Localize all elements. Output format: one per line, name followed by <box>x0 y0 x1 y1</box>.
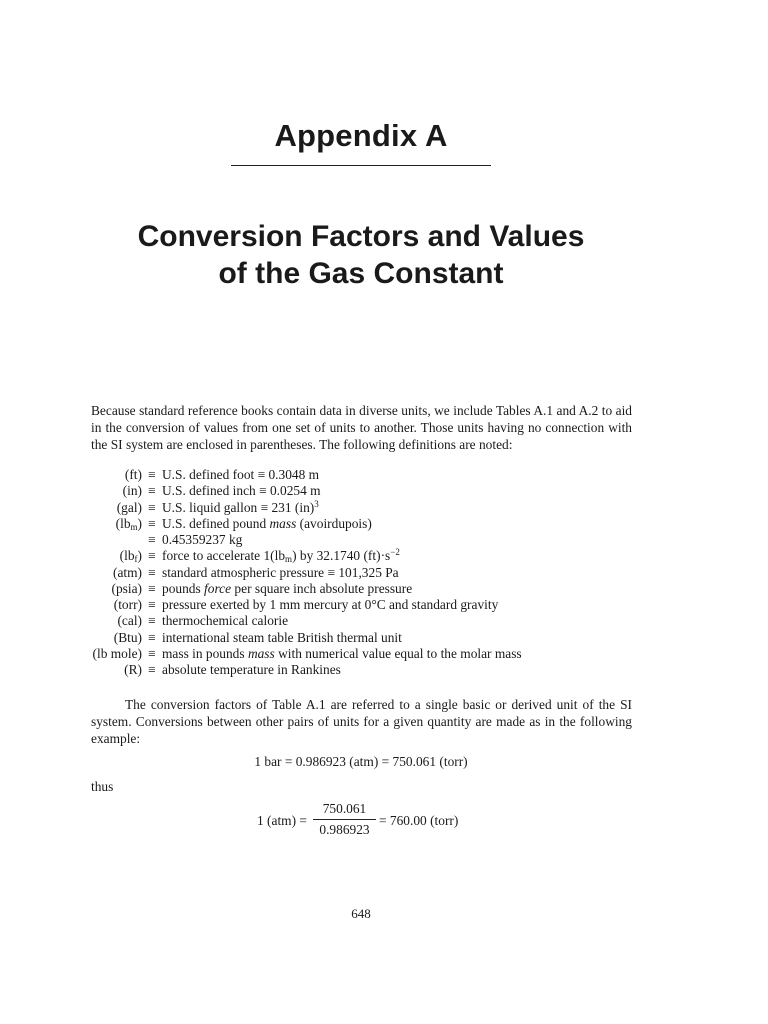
unit-symbol: (ft) <box>124 467 142 482</box>
exponent: −2 <box>390 547 400 558</box>
definition-text: per square inch absolute pressure <box>231 580 413 596</box>
example-equation: 1 bar = 0.986923 (atm) = 750.061 (torr) <box>254 754 468 769</box>
definition-row-lbm-continued <box>0 532 700 548</box>
unit-symbol <box>120 548 142 564</box>
unit-definitions-list <box>0 467 700 678</box>
definition-text: U.S. defined pound <box>162 515 270 531</box>
definition-row-btu <box>0 630 700 646</box>
equation-rhs: = 760.00 (torr) <box>379 813 459 828</box>
unit-definition: U.S. defined inch ≡ 0.0254 m <box>162 483 321 499</box>
equiv-sign: ≡ <box>148 515 156 531</box>
unit-definition: standard atmospheric pressure ≡ 101,325 Pa <box>162 564 399 580</box>
unit-text: ) <box>137 548 142 564</box>
definition-row-psia <box>0 581 700 597</box>
unit-text: (lb <box>115 515 131 531</box>
definition-row-lbf <box>0 548 700 564</box>
equiv-sign: ≡ <box>148 613 156 629</box>
chapter-title <box>0 218 722 292</box>
definition-row-torr <box>0 597 700 613</box>
unit-symbol: (R) <box>124 662 142 677</box>
intro-paragraph: Because standard reference books contain data in diverse units, we include Tables A.1 and A.2 to aid in the conversion of values from one set of units to another. Those units having no connection with the SI system are enclosed in parentheses. The following definitions are noted: <box>91 403 632 452</box>
unit-definition <box>162 548 400 564</box>
subscript: m <box>285 554 293 565</box>
definition-text: U.S. liquid gallon ≡ 231 (in) <box>162 499 315 515</box>
conversion-paragraph: The conversion factors of Table A.1 are referred to a single basic or derived unit of the SI system. Conversions between other pairs of units for a given quantity are made as in the following example: <box>91 697 632 746</box>
chapter-title-line-1: Conversion Factors and Values <box>137 220 585 253</box>
unit-text: (lb <box>119 548 135 564</box>
definition-text: pounds <box>162 580 205 596</box>
definition-row-gal <box>0 500 700 516</box>
equiv-sign: ≡ <box>148 483 156 499</box>
unit-symbol: (torr) <box>113 597 142 612</box>
unit-symbol: (in) <box>122 483 142 499</box>
unit-symbol: (atm) <box>113 564 142 580</box>
page-number: 648 <box>351 906 371 921</box>
unit-definition <box>162 500 319 516</box>
thus-text: thus <box>91 779 114 794</box>
emphasis: mass <box>247 645 275 661</box>
equation-lhs: 1 (atm) = <box>257 813 307 828</box>
definition-text: ) by 32.1740 (ft)·s <box>292 548 391 564</box>
appendix-heading: Appendix A <box>274 118 448 153</box>
equiv-sign: ≡ <box>148 564 156 580</box>
definition-row-cal <box>0 613 700 629</box>
fraction-numerator: 750.061 <box>322 801 367 816</box>
unit-symbol: (psia) <box>111 580 142 596</box>
definition-text: force to accelerate 1(lb <box>162 548 286 564</box>
unit-definition: 0.45359237 kg <box>162 532 243 547</box>
emphasis: force <box>204 580 232 596</box>
unit-symbol: (lb mole) <box>92 645 142 661</box>
unit-definition: absolute temperature in Rankines <box>162 662 341 677</box>
unit-definition: U.S. defined foot ≡ 0.3048 m <box>162 467 320 482</box>
definition-row-lbm <box>0 516 700 532</box>
unit-definition: thermochemical calorie <box>162 613 289 629</box>
definition-text: mass in pounds <box>162 645 248 661</box>
equiv-sign: ≡ <box>148 532 156 547</box>
equiv-sign: ≡ <box>148 499 156 515</box>
equiv-sign: ≡ <box>148 467 156 482</box>
unit-text: ) <box>137 515 142 531</box>
unit-definition: pressure exerted by 1 mm mercury at 0°C and standard gravity <box>162 597 499 612</box>
definition-row-ft <box>0 467 700 483</box>
equiv-sign: ≡ <box>148 629 156 645</box>
unit-symbol: (cal) <box>117 613 142 629</box>
definition-text: with numerical value equal to the molar mass <box>274 645 522 661</box>
subscript: m <box>130 521 138 532</box>
definition-row-in <box>0 483 700 499</box>
unit-definition <box>162 646 522 662</box>
unit-definition: international steam table British thermal unit <box>162 629 402 645</box>
equiv-sign: ≡ <box>148 548 156 564</box>
equiv-sign: ≡ <box>148 597 156 612</box>
exponent: 3 <box>314 498 319 509</box>
definition-row-lbmole <box>0 646 700 662</box>
subscript: f <box>134 554 138 565</box>
fraction-bar <box>313 819 376 820</box>
emphasis: mass <box>269 515 297 531</box>
unit-definition <box>162 516 372 532</box>
equiv-sign: ≡ <box>148 662 156 677</box>
definition-row-atm <box>0 565 700 581</box>
unit-definition <box>162 581 412 597</box>
equiv-sign: ≡ <box>148 645 156 661</box>
unit-symbol <box>116 516 142 532</box>
equiv-sign: ≡ <box>148 580 156 596</box>
definition-text: (avoirdupois) <box>296 515 372 531</box>
fraction <box>313 801 376 838</box>
fraction-denominator: 0.986923 <box>319 822 370 837</box>
heading-rule <box>231 165 491 166</box>
unit-symbol: (Btu) <box>113 629 142 645</box>
unit-symbol: (gal) <box>116 499 142 515</box>
definition-row-r <box>0 662 700 678</box>
chapter-title-line-2: of the Gas Constant <box>218 257 504 290</box>
